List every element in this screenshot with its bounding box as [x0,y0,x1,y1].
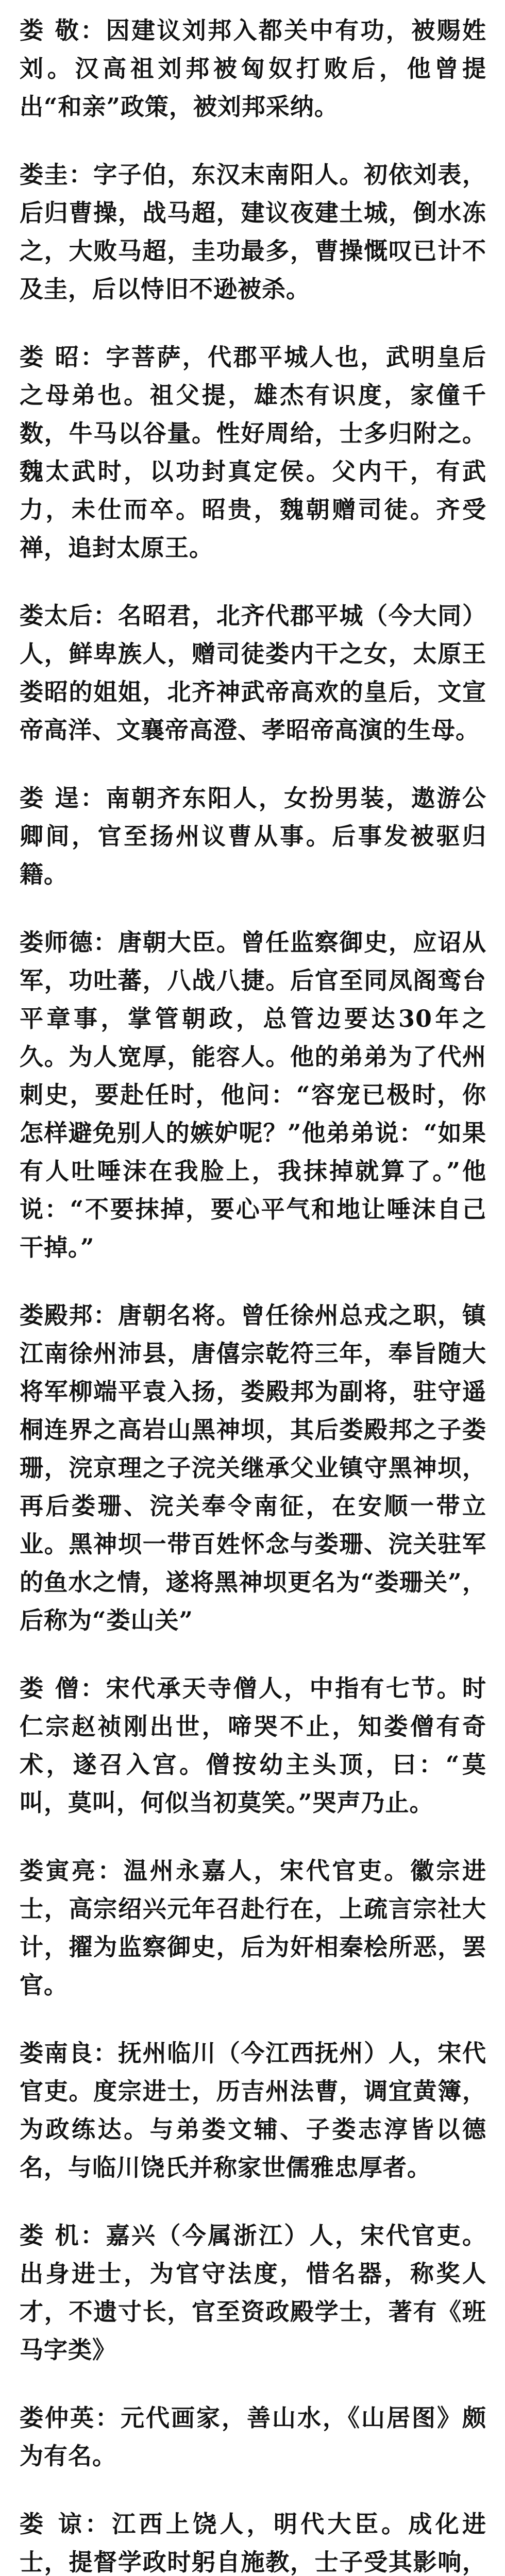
entry-lou-liang [20,2505,486,2576]
entry-text: ：元代画家，善山水，《山居图》颇为有名。 [20,2404,486,2470]
entry-name: 娄太后 [20,602,94,630]
entry-text: ：字菩萨，代郡平城人也，武明皇后之母弟也。祖父提，雄杰有识度，家僮千数，牛马以谷量。性好周给，士多归附之。魏太武时，以功封真定侯。父内干，有武力，未仕而卒。昭贵，魏朝赠司徒。齐受禅，追封太原王。 [20,343,487,562]
entry-lou-nanliang [20,2034,486,2187]
entry-name: 娄 机 [20,2222,81,2249]
entry-text: ：江西上饶人，明代大臣。成化进士，提督学政时躬自施教，士子受其影响， [20,2510,487,2576]
entry-text: ：唐朝名将。曾任徐州总戎之职，镇江南徐州沛县，唐僖宗乾符三年，奉旨随大将军柳端平袁入扬，娄殿邦为副将，驻守遥桐连界之高岩山黑神坝，其后娄殿邦之子娄珊，浣京理之子浣关继承父业镇守黑神坝，再后娄珊、浣关奉令南征，在安顺一带立业。黑神坝一带百姓怀念与娄珊、浣关驻军的鱼水之情，遂将黑神坝更名为“娄珊关”，后称为“娄山关” [20,1301,487,1634]
entry-lou-cheng [20,779,486,893]
entry-text: ：南朝齐东阳人，女扮男装，遨游公卿间，官至扬州议曹从事。后事发被驱归籍。 [20,784,487,888]
entry-text: ：温州永嘉人，宋代官吏。徽宗进士，高宗绍兴元年召赴行在，上疏言宗社大计，擢为监察御史，后为奸相秦桧所恶，罢官。 [20,1857,487,1999]
entry-lou-taihou [20,597,486,749]
entry-lou-zhongying [20,2399,486,2475]
entry-name: 娄寅亮 [20,1857,98,1885]
entry-name: 娄殿邦 [20,1301,94,1329]
entry-lou-ji [20,2216,486,2369]
entry-name: 娄 敬 [20,16,81,44]
entry-name: 娄 逞 [20,784,81,812]
entry-name: 娄 谅 [20,2510,85,2538]
entry-name: 娄南良 [20,2039,94,2067]
entry-text: ：嘉兴（今属浙江）人，宋代官吏。出身进士，为官守法度，惜名器，称奖人才，不遗寸长，官至资政殿学士，著有《班马字类》 [20,2222,487,2364]
entry-text: ：名昭君，北齐代郡平城（今大同）人，鲜卑族人，赠司徒娄内干之女，太原王娄昭的姐姐，北齐神武帝高欢的皇后，文宣帝高洋、文襄帝高澄、孝昭帝高演的生母。 [20,602,487,744]
entry-name: 娄师德 [20,928,94,956]
entry-lou-gui [20,156,486,308]
entry-lou-zhao [20,338,486,567]
entry-text: ：唐朝大臣。曾任监察御史，应诏从军，功吐蕃，八战八捷。后官至同凤阁鸾台平章事，掌管朝政，总管边要达30年之久。为人宽厚，能容人。他的弟弟为了代州刺史，要赴任时，他问：“容宠已极时，你怎样避免别人的嫉妒呢？”他弟弟说：“如果有人吐唾沫在我脸上，我抹掉就算了。”他说：“不要抹掉，要心平气和地让唾沫自己干掉。” [20,928,487,1261]
entry-text: ：字子伯，东汉末南阳人。初依刘表，后归曹操，战马超，建议夜建土城，倒水冻之，大败马超，圭功最多，曹操慨叹已计不及圭，后以恃旧不逊被杀。 [20,161,487,303]
entry-lou-seng [20,1669,486,1822]
entry-lou-yinliang [20,1852,486,2004]
entry-name: 娄 昭 [20,343,81,371]
entry-text: ：因建议刘邦入都关中有功，被赐姓刘。汉高祖刘邦被匈奴打败后，他曾提出“和亲”政策，被刘邦采纳。 [20,16,487,121]
entry-name: 娄 僧 [20,1674,81,1702]
entry-name: 娄圭 [20,161,69,189]
entry-lou-dianbang [20,1296,486,1639]
entry-text: ：宋代承天寺僧人，中指有七节。时仁宗赵祯刚出世，啼哭不止，知娄僧有奇术，遂召入宫。僧按幼主头顶，曰：“莫叫，莫叫，何似当初莫笑。”哭声乃止。 [20,1674,487,1817]
entry-text: ：抚州临川（今江西抚州）人，宋代官吏。度宗进士，历吉州法曹，调宜黄簿，为政练达。与弟娄文辅、子娄志淳皆以德名，与临川饶氏并称家世儒雅忠厚者。 [20,2039,487,2181]
entry-lou-jing [20,11,486,126]
entry-lou-shide [20,923,486,1266]
entry-name: 娄仲英 [20,2404,95,2432]
